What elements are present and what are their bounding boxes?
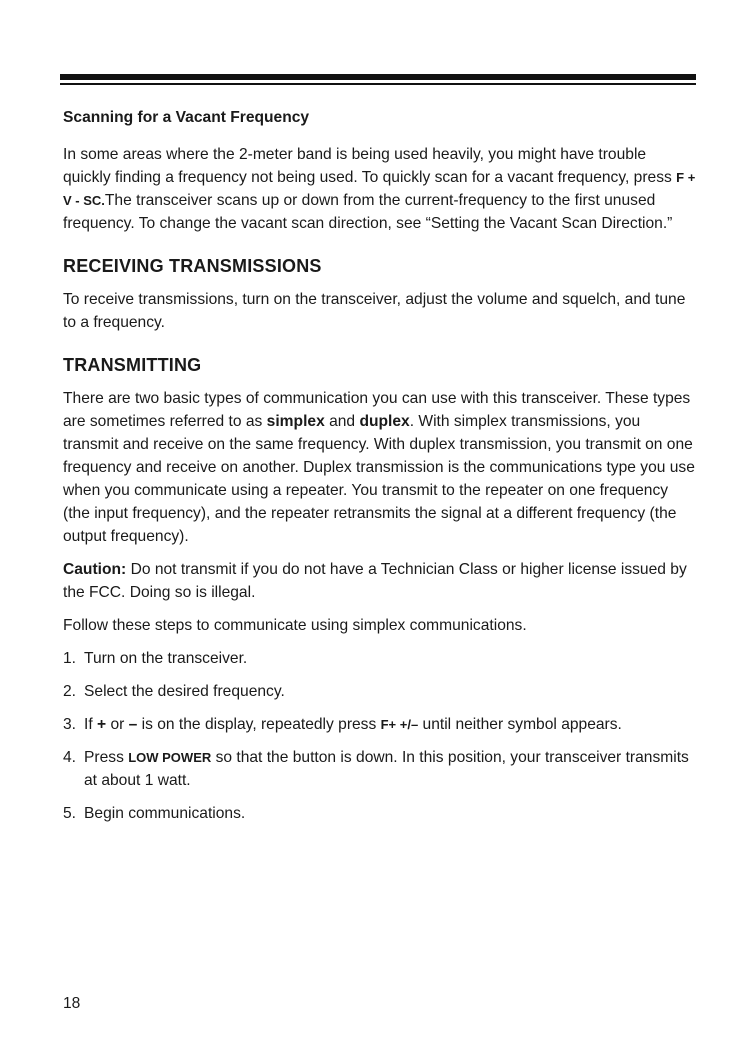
step-text-post: until neither symbol appears.: [418, 716, 622, 733]
step-5: [63, 802, 697, 825]
follow-steps-intro: Follow these steps to communicate using simplex communications.: [63, 617, 527, 634]
step-text-pre: If: [84, 716, 97, 733]
transmitting-text-1: There are two basic types of communication you can use with this transceiver. These types are sometimes referred to as: [63, 390, 691, 430]
header-rule-thin: [60, 83, 696, 85]
page-number: 18: [63, 995, 81, 1012]
caution-paragraph: [63, 558, 697, 604]
step-number: 1.: [63, 650, 77, 667]
transmitting-heading: TRANSMITTING: [63, 355, 202, 375]
caution-text: Do not transmit if you do not have a Technician Class or higher license issued by the FCC. Doing so is illegal.: [63, 561, 687, 601]
receiving-paragraph: To receive transmissions, turn on the transceiver, adjust the volume and squelch, and tune to a frequency.: [63, 291, 686, 331]
step-text-pre: Press: [84, 749, 129, 766]
page-content: [63, 106, 697, 835]
and-text: and: [324, 413, 360, 430]
step-text: Turn on the transceiver.: [84, 650, 248, 667]
receiving-heading: RECEIVING TRANSMISSIONS: [63, 256, 322, 276]
caution-label: Caution:: [63, 561, 127, 578]
step-1: [63, 647, 697, 670]
step-3: [63, 713, 697, 736]
or-text: or: [106, 716, 129, 733]
step-number: 5.: [63, 805, 77, 822]
scanning-paragraph: [63, 143, 697, 235]
step-text: Begin communications.: [84, 805, 246, 822]
duplex-term: duplex: [359, 413, 410, 430]
simplex-term: simplex: [266, 413, 325, 430]
plus-symbol: +: [97, 716, 107, 733]
steps-list: [63, 647, 697, 825]
step-number: 4.: [63, 749, 77, 766]
step-number: 2.: [63, 683, 77, 700]
low-power-key: LOW POWER: [128, 750, 212, 765]
header-rule-thick: [60, 74, 696, 80]
step-4: [63, 746, 697, 792]
transmitting-text-2: . With simplex transmissions, you transmit and receive on the same frequency. With duplex transmission, you transmit on one frequency and receive on another. Duplex transmission is the communications type you use when you communicate using a repeater. You transmit to the repeater on one frequency (the input frequency), and the repeater retransmits the signal at a different frequency (the output frequency).: [63, 413, 695, 545]
step-text-mid: is on the display, repeatedly press: [137, 716, 381, 733]
scanning-text-1: In some areas where the 2-meter band is being used heavily, you might have trouble quickly finding a frequency not being used. To quickly scan for a vacant frequency, press: [63, 146, 677, 186]
scanning-text-2: The transceiver scans up or down from the current-frequency to the first unused frequency. To change the vacant scan direction, see “Setting the Vacant Scan Direction.”: [63, 192, 673, 232]
step-text: Select the desired frequency.: [84, 683, 285, 700]
transmitting-paragraph: [63, 387, 697, 548]
minus-symbol: –: [128, 716, 138, 733]
step-2: [63, 680, 697, 703]
step-text-post: so that the button is down. In this position, your transceiver transmits at about 1 watt.: [84, 749, 689, 789]
offset-key-sequence: F+ +/–: [380, 717, 419, 732]
scan-key-sequence: F + V - SC.: [63, 170, 696, 208]
scanning-heading: Scanning for a Vacant Frequency: [63, 109, 310, 126]
step-number: 3.: [63, 716, 77, 733]
